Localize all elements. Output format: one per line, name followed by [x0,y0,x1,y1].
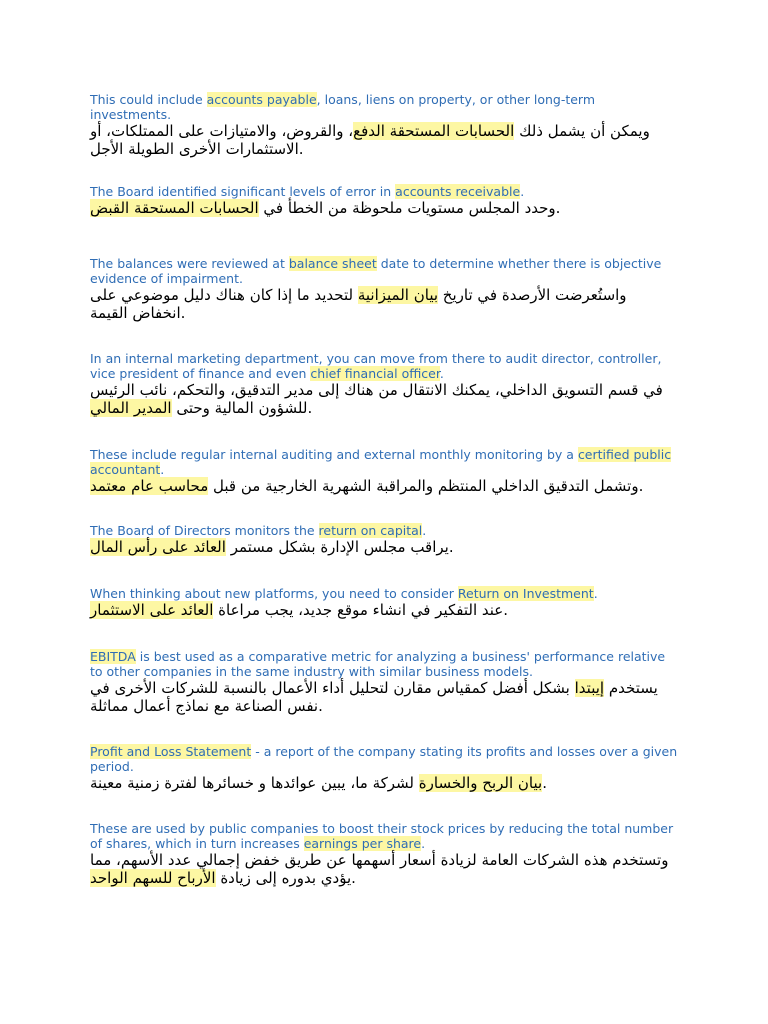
highlighted-term: إيبتدا [574,679,605,697]
sentence-text: . [638,477,644,495]
sentence-text: يراقب مجلس الإدارة بشكل مستمر [225,538,449,556]
sentence-text: When thinking about new platforms, you need to consider [90,586,458,601]
english-sentence [90,523,678,538]
sentence-text: . [503,601,509,619]
arabic-translation [90,199,678,217]
sentence-text: . [160,462,165,477]
sentence-text: . [421,836,426,851]
sentence-text: وحدد المجلس مستويات ملحوظة من الخطأ في [258,199,556,217]
sentence-text: is best used as a comparative metric for analyzing a business' performance relative to other companies in the same industry with similar business models. [90,649,666,679]
english-sentence [90,649,678,679]
sentence-text: . [422,523,427,538]
glossary-entry [90,92,678,158]
glossary-entry [90,821,678,887]
highlighted-term: return on capital [318,523,423,538]
arabic-translation [90,601,678,619]
sentence-text: . [448,538,454,556]
highlighted-term: balance sheet [288,256,377,271]
sentence-text: These include regular internal auditing and external monthly monitoring by a [90,447,578,462]
sentence-text: The Board of Directors monitors the [90,523,319,538]
sentence-text: وتستخدم هذه الشركات العامة لزيادة أسعار أسهمها عن طريق خفض إجمالي عدد الأسهم، مما يؤدي بدوره إلى زيادة [90,851,669,887]
highlighted-term: محاسب عام معتمد [90,477,209,495]
sentence-text: The balances were reviewed at [90,256,289,271]
highlighted-term: الأرباح للسهم الواحد [90,869,216,887]
arabic-translation [90,477,678,495]
sentence-text: . [307,399,313,417]
sentence-text: بشكل أفضل كمقياس مقارن لتحليل أداء الأعمال بالنسبة للشركات الأخرى في نفس الصناعة مع نماذج أعمال مماثلة. [90,679,575,715]
sentence-text: . [351,869,356,887]
english-sentence [90,447,678,477]
sentence-text: في قسم التسويق الداخلي، يمكنك الانتقال من هناك إلى مدير التدقيق، والتحكم، نائب الرئيس للشؤون المالية وحتى [90,381,663,417]
english-sentence [90,92,678,122]
sentence-text: لتحديد ما إذا كان هناك دليل موضوعي على انخفاض القيمة. [90,286,358,322]
highlighted-term: المدير المالي [90,399,172,417]
sentence-text: لشركة ما، يبين عوائدها و خسائرها لفترة زمنية معينة. [90,774,547,792]
english-sentence [90,351,678,381]
highlighted-term: certified public accountant [90,447,672,477]
highlighted-term: الحسابات المستحقة الدفع [353,122,515,140]
english-sentence [90,184,678,199]
sentence-text: عند التفكير في انشاء موقع جديد، يجب مراعاة [213,601,504,619]
arabic-translation [90,286,678,322]
glossary-entry [90,447,678,495]
english-sentence [90,744,678,774]
highlighted-term: earnings per share [303,836,422,851]
sentence-text: The Board identified significant levels of error in [90,184,396,199]
arabic-translation [90,679,678,715]
highlighted-term: chief financial officer [310,366,440,381]
english-sentence [90,586,678,601]
highlighted-term: Return on Investment [457,586,594,601]
sentence-text: واستُعرضت الأرصدة في تاريخ [438,286,627,304]
english-sentence [90,256,678,286]
highlighted-term: العائد على رأس المال [90,538,226,556]
sentence-text: . [593,586,598,601]
sentence-text: ويمكن أن يشمل ذلك [514,122,650,140]
english-sentence [90,821,678,851]
sentence-text: - a report of the company stating its profits and losses over a given period. [90,744,678,774]
sentence-text: . [439,366,444,381]
arabic-translation [90,774,678,792]
arabic-translation [90,538,678,556]
glossary-entry [90,351,678,417]
glossary-entry [90,256,678,322]
highlighted-term: بيان الربح والخسارة [418,774,543,792]
sentence-text: , loans, liens on property, or other long-term investments. [90,92,596,122]
glossary-entry [90,586,678,619]
arabic-translation [90,122,678,158]
arabic-translation [90,851,678,887]
highlighted-term: الحسابات المستحقة القبض [90,199,259,217]
highlighted-term: accounts payable [206,92,317,107]
glossary-entry [90,744,678,792]
glossary-entry [90,184,678,217]
sentence-text: These are used by public companies to boost their stock prices by reducing the total number of shares, which in turn increases [90,821,674,851]
sentence-text: . [555,199,561,217]
highlighted-term: EBITDA [90,649,136,664]
highlighted-term: accounts receivable [395,184,521,199]
sentence-text: . [520,184,525,199]
sentence-text: date to determine whether there is objective evidence of impairment. [90,256,662,286]
sentence-text: وتشمل التدقيق الداخلي المنتظم والمراقبة الشهرية الخارجية من قبل [208,477,639,495]
sentence-text: ، والقروض، والامتيازات على الممتلكات، أو الاستثمارات الأخرى الطويلة الأجل. [90,122,354,158]
arabic-translation [90,381,678,417]
highlighted-term: بيان الميزانية [357,286,439,304]
glossary-entry [90,649,678,715]
highlighted-term: العائد على الاستثمار [90,601,214,619]
sentence-text: This could include [90,92,207,107]
sentence-text: In an internal marketing department, you can move from there to audit director, controller, vice president of finance and even [90,351,662,381]
glossary-entry [90,523,678,556]
highlighted-term: Profit and Loss Statement [90,744,252,759]
sentence-text: يستخدم [604,679,658,697]
